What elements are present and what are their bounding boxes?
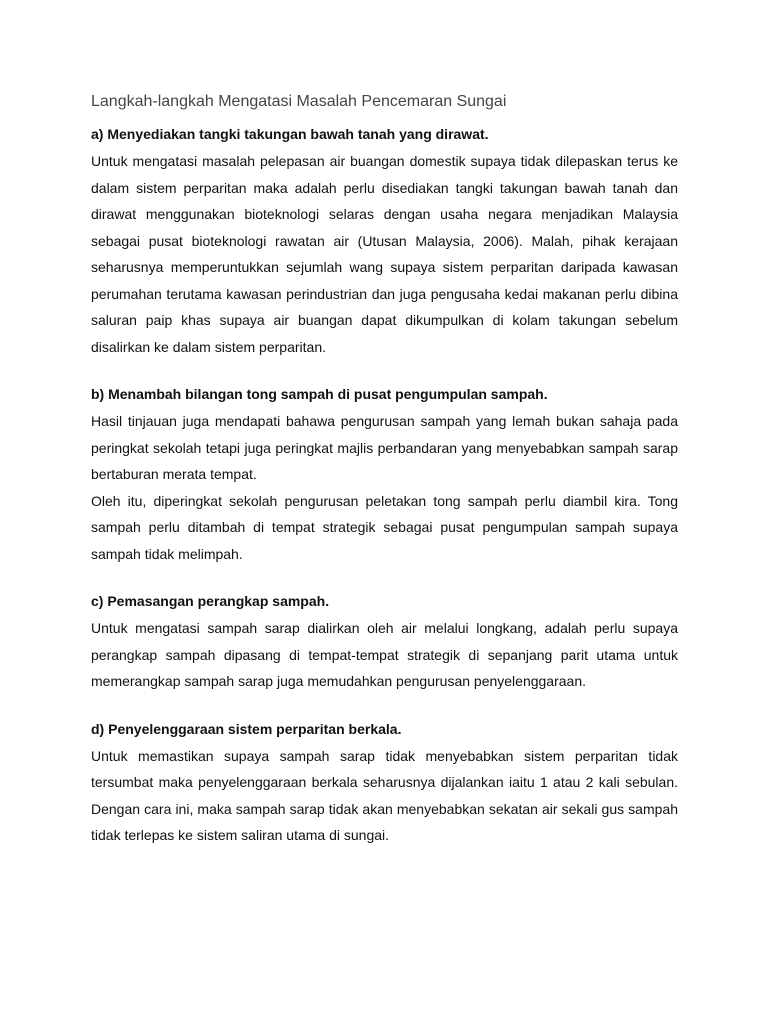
section-heading: d) Penyelenggaraan sistem perparitan berkala.	[91, 720, 402, 737]
section-heading: b) Menambah bilangan tong sampah di pusat pengumpulan sampah.	[91, 386, 548, 402]
section-paragraph: Untuk mengatasi sampah sarap dialirkan oleh air melalui longkang, adalah perlu supaya perangkap sampah dipasang di tempat-tempat strategik di sepanjang parit utama untuk memerangkap sampah sarap juga memudahkan pengurusan penyelenggaraan.	[91, 620, 678, 689]
section-heading: c) Pemasangan perangkap sampah.	[91, 593, 330, 609]
section-a	[91, 124, 678, 360]
section-paragraph: Untuk mengatasi masalah pelepasan air buangan domestik supaya tidak dilepaskan terus ke dalam sistem perparitan maka adalah perlu disediakan tangki takungan bawah tanah dan dirawat menggunakan bioteknologi selaras dengan usaha negara menjadikan Malaysia sebagai pusat bioteknologi rawatan air (Utusan Malaysia, 2006). Malah, pihak kerajaan seharusnya memperuntukkan sejumlah wang supaya sistem perparitan daripada kawasan perumahan terutama kawasan perindustrian dan juga pengusaha kedai makanan perlu dibina saluran paip khas supaya air buangan dapat dikumpulkan di kolam takungan sebelum disalirkan ke dalam sistem perparitan.	[91, 153, 678, 355]
document-page	[91, 90, 678, 849]
section-paragraph: Oleh itu, diperingkat sekolah pengurusan peletakan tong sampah perlu diambil kira. Tong sampah perlu ditambah di tempat strategik sebagai pusat pengumpulan sampah supaya sampah tidak melimpah.	[91, 492, 678, 562]
section-paragraph: Untuk memastikan supaya sampah sarap tidak menyebabkan sistem perparitan tidak tersumbat maka penyelenggaraan berkala seharusnya dijalankan iaitu 1 atau 2 kali sebulan. Dengan cara ini, maka sampah sarap tidak akan menyebabkan sekatan air sekali gus sampah tidak terlepas ke sistem saliran utama di sungai.	[91, 747, 678, 843]
section-d	[91, 719, 678, 849]
section-heading: a) Menyediakan tangki takungan bawah tanah yang dirawat.	[91, 126, 489, 142]
document-title: Langkah-langkah Mengatasi Masalah Pencemaran Sungai	[91, 93, 507, 110]
section-b	[91, 384, 678, 567]
section-c	[91, 591, 678, 695]
section-paragraph: Hasil tinjauan juga mendapati bahawa pengurusan sampah yang lemah bukan sahaja pada peringkat sekolah tetapi juga peringkat majlis perbandaran yang menyebabkan sampah sarap bertaburan merata tempat.	[91, 413, 678, 482]
